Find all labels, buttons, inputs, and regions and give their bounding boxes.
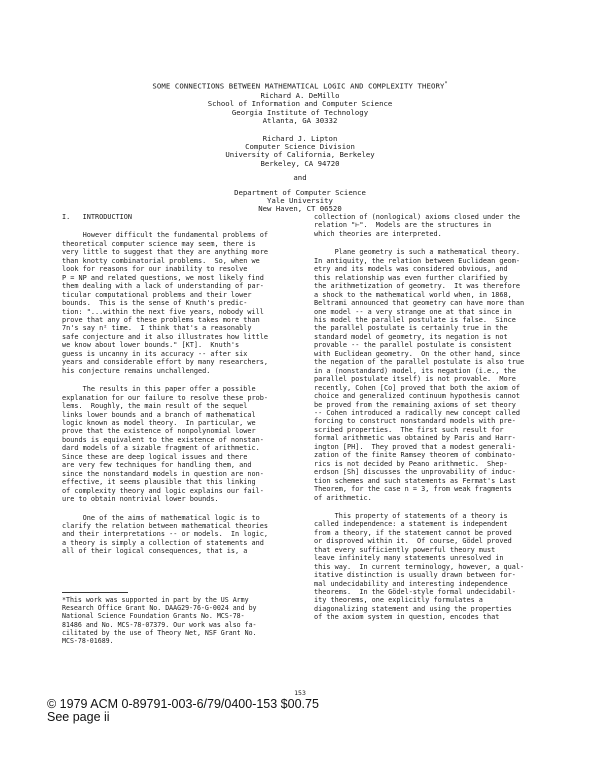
text-line: the arithmetization of geometry. It was therefore: [314, 282, 521, 291]
footnote-line: 81486 and No. MCS-78-07379. Our work was also fa-: [62, 620, 257, 629]
author-affiliation: Computer Science Division: [245, 142, 355, 152]
text-line: since the nonstandard models in question are non-: [62, 469, 264, 478]
text-line: effective, it seems plausible that this linking: [62, 478, 256, 487]
left-column: [62, 213, 297, 556]
text-line: mal undecidability and interesting independence: [314, 579, 508, 588]
author-address: Berkeley, CA 94720: [260, 158, 340, 168]
text-line: which theories are interpreted.: [314, 229, 442, 238]
text-line: rics is not decided by Peano arithmetic. Shep-: [314, 459, 508, 468]
text-line: One of the aims of mathematical logic is to: [62, 513, 260, 522]
copyright-notice: [47, 698, 319, 724]
right-column: [314, 213, 549, 622]
text-line: recently, Cohen [Co] proved that both the axiom of: [314, 383, 521, 392]
footnote-line: National Science Foundation Grants No. MCS-78-: [62, 612, 245, 621]
text-line: P = NP and related questions, we most likely find: [62, 273, 264, 282]
left-column-paragraphs: [62, 231, 297, 555]
text-line: we know about lower bounds." [KT]. Knuth's: [62, 341, 240, 350]
text-line: them dealing with a lack of understanding of par-: [62, 282, 264, 291]
text-line: his conjecture remains unchallenged.: [62, 366, 211, 375]
text-line: logic known as model theory. In particular, we: [62, 418, 256, 427]
author-affiliation: University of California, Berkeley: [225, 150, 375, 160]
section-heading: I. INTRODUCTION: [62, 213, 133, 221]
text-line: look for reasons for our inability to resolve: [62, 265, 248, 274]
text-line: clarify the relation between mathematical theories: [62, 521, 269, 530]
paragraph: [62, 231, 297, 375]
text-line: of the axiom system in question, encodes that: [314, 613, 500, 622]
text-line: ticular computational problems and their lower: [62, 290, 252, 299]
paragraph: [62, 514, 297, 556]
author-block: [100, 92, 500, 214]
text-line: prove that the existence of nonpolynomial lower: [62, 427, 256, 436]
text-line: theorems. In the Gödel-style formal undecidabil-: [314, 588, 516, 597]
text-line: of arithmetic.: [314, 493, 372, 502]
text-line: parallel postulate itself) is not provable. More: [314, 375, 516, 384]
text-line: 7n's say n² time. I think that's a reasonably: [62, 324, 252, 333]
paragraph: [314, 248, 549, 502]
text-line: very little to suggest that they are anything more: [62, 248, 269, 257]
footnote: [62, 596, 302, 645]
text-line: tion schemes and such statements as Fermat's Last: [314, 476, 516, 485]
author-address: Atlanta, GA 30332: [262, 116, 338, 126]
paragraph: [314, 512, 549, 622]
paragraph: [62, 385, 297, 503]
text-line: relation "⊢". Models are the structures in: [314, 221, 492, 230]
text-line: Since these are deep logical issues and there: [62, 452, 248, 461]
footnote-line: cilitated by the use of Theory Net, NSF Grant No.: [62, 628, 257, 637]
text-line: guess is uncanny in its accuracy -- after six: [62, 349, 248, 358]
text-line: be proved from the remaining axioms of set theory: [314, 400, 516, 409]
text-line: formal arithmetic was obtained by Paris and Harr-: [314, 434, 516, 443]
text-line: leave infinitely many statements unresolved in: [314, 554, 504, 563]
see-page-note: See page ii: [47, 710, 110, 724]
text-line: years and considerable effort by many researchers,: [62, 358, 269, 367]
text-line: bounds. This is the sense of Knuth's predic-: [62, 299, 248, 308]
text-line: the parallel postulate is certainly true in the: [314, 324, 508, 333]
text-line: dard models of a sizable fragment of arithmetic.: [62, 444, 260, 453]
text-line: collection of (nonlogical) axioms closed under the: [314, 213, 521, 221]
text-line: explanation for our failure to resolve these prob-: [62, 393, 269, 402]
author-conjunction: and: [293, 173, 307, 183]
text-line: tion: "...within the next five years, nobody will: [62, 307, 264, 316]
text-line: erdson [Sh] discusses the unprovability of induc-: [314, 468, 516, 477]
text-line: are very few techniques for handling them, and: [62, 461, 252, 470]
text-line: -- Cohen introduced a radically new concept called: [314, 408, 521, 417]
author-affiliation: Georgia Institute of Technology: [231, 107, 369, 117]
text-line: a shock to the mathematical world when, in 1868,: [314, 290, 512, 299]
text-line: with Euclidean geometry. On the other hand, since: [314, 349, 521, 358]
text-line: a theory is simply a collection of statements and: [62, 538, 264, 547]
footnote-line: *This work was supported in part by the US Army: [62, 596, 249, 604]
text-line: all of their logical consequences, that is, a: [62, 547, 248, 556]
text-line: called independence: a statement is independent: [314, 520, 508, 529]
text-line: one model -- a very strange one at that since in: [314, 307, 512, 316]
text-line: of complexity theory and logic explains our fail-: [62, 486, 264, 495]
author-affiliation: Department of Computer Science: [234, 187, 366, 197]
text-line: zation of the finite Ramsey theorem of combinato-: [314, 451, 516, 460]
text-line: this way. In current terminology, however, a qual-: [314, 562, 525, 571]
text-line: However difficult the fundamental problems of: [62, 231, 269, 240]
paper-title: [0, 81, 600, 90]
title-text: SOME CONNECTIONS BETWEEN MATHEMATICAL LOGIC AND COMPLEXITY THEORY: [152, 81, 445, 91]
text-line: from a theory, if the statement cannot be proved: [314, 528, 512, 537]
text-line: ity theorems, one explicitly formulates a: [314, 596, 483, 605]
text-line: etry and its models was considered obvious, and: [314, 265, 508, 274]
footnote-rule: [62, 592, 128, 593]
text-line: choice and generalized continuum hypothesis cannot: [314, 392, 521, 401]
author-affiliation: School of Information and Computer Science: [207, 99, 393, 109]
text-line: diagonalizing statement and using the properties: [314, 604, 512, 613]
text-line: ington [PH]. They proved that a modest generali-: [314, 442, 516, 451]
right-column-paragraphs: [314, 213, 549, 622]
author-address: New Haven, CT 06520: [258, 204, 342, 214]
text-line: or disproved within it. Of course, Gödel proved: [314, 537, 512, 546]
text-line: scribed properties. The first such result for: [314, 425, 504, 434]
text-line: the negation of the parallel postulate is also true: [314, 358, 525, 367]
text-line: that every sufficiently powerful theory must: [314, 545, 496, 554]
text-line: this relationship was even further clarified by: [314, 273, 508, 282]
text-line: safe conjecture and it also illustrates how little: [62, 332, 269, 341]
text-line: than knotty combinatorial problems. So, when we: [62, 256, 260, 265]
author-name: Richard J. Lipton: [262, 133, 338, 143]
text-line: The results in this paper offer a possible: [62, 385, 256, 394]
text-line: in a (nonstandard) model, its negation (i.e., the: [314, 366, 516, 375]
text-line: Plane geometry is such a mathematical theory.: [314, 248, 521, 257]
page-number: 153: [294, 689, 306, 697]
text-line: theoretical computer science may seem, there is: [62, 239, 256, 248]
text-line: his model the parallel postulate is false. Since: [314, 315, 516, 324]
text-line: standard model of geometry, its negation is not: [314, 332, 508, 341]
author-affiliation: Yale University: [267, 196, 333, 206]
text-line: itative distinction is usually drawn between for-: [314, 571, 516, 580]
title-footnote-mark: *: [444, 81, 448, 87]
text-line: and their interpretations -- or models. In logic,: [62, 530, 269, 539]
copyright-line: © 1979 ACM 0-89791-003-6/79/0400-153 $00.75: [47, 697, 319, 711]
footnote-line: MCS-78-01689.: [62, 637, 114, 646]
author-name: Richard A. DeMillo: [260, 91, 340, 100]
text-line: provable -- the parallel postulate is consistent: [314, 341, 512, 350]
text-line: forcing to construct nonstandard models with pre-: [314, 417, 516, 426]
text-line: prove that any of these problems takes more than: [62, 315, 260, 324]
text-line: ure to obtain nontrivial lower bounds.: [62, 495, 219, 504]
paragraph: [314, 213, 549, 238]
footnote-line: Research Office Grant No. DAAG29-76-G-0024 and by: [62, 604, 257, 613]
text-line: In antiquity, the relation between Euclidean geom-: [314, 256, 521, 265]
text-line: bounds is equivalent to the existence of nonstan-: [62, 435, 264, 444]
text-line: This property of statements of a theory is: [314, 511, 508, 520]
text-line: Theorem, for the case n = 3, from weak fragments: [314, 485, 512, 494]
text-line: links lower bounds and a branch of mathematical: [62, 410, 256, 419]
text-line: lems. Roughly, the main result of the sequel: [62, 402, 248, 411]
text-line: Beltrami announced that geometry can have more than: [314, 299, 525, 308]
